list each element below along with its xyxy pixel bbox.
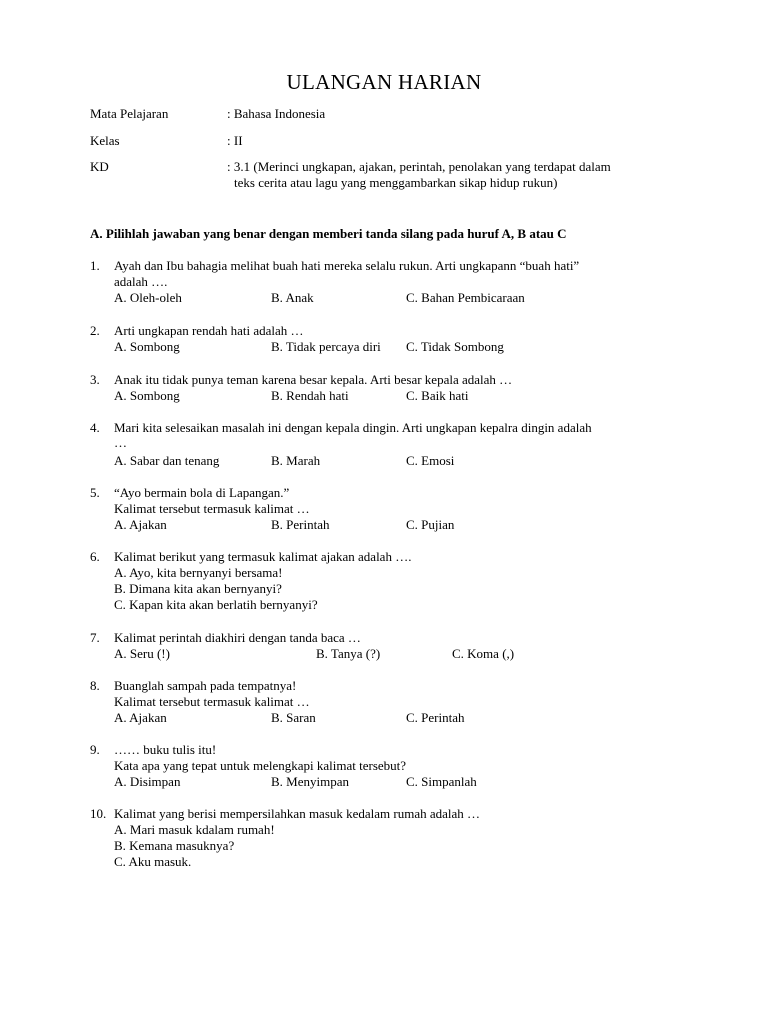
option-b[interactable]: B. Rendah hati [271,388,349,403]
question-text: Buanglah sampah pada tempatnya! [114,678,297,693]
option-a[interactable]: A. Ayo, kita bernyanyi bersama! [114,565,283,580]
question-text-continued: Kalimat tersebut termasuk kalimat … [114,694,310,709]
question-number: 10. [90,806,107,821]
option-b[interactable]: B. Menyimpan [271,774,349,789]
question-text: Mari kita selesaikan masalah ini dengan kepala dingin. Arti ungkapan kepalra dingin adalah [114,420,592,435]
question-number: 3. [90,372,100,387]
option-a[interactable]: A. Sombong [114,388,180,403]
option-b[interactable]: B. Saran [271,710,316,725]
kd-label: KD [90,159,109,174]
option-a[interactable]: A. Oleh-oleh [114,290,182,305]
option-c[interactable]: C. Bahan Pembicaraan [406,290,525,305]
subject-value: : Bahasa Indonesia [227,106,326,121]
question-text-continued: Kalimat tersebut termasuk kalimat … [114,501,310,516]
question-number: 2. [90,323,100,338]
option-b[interactable]: B. Dimana kita akan bernyanyi? [114,581,282,596]
kd-value-line1: : 3.1 (Merinci ungkapan, ajakan, perintah, penolakan yang terdapat dalam [227,159,611,174]
option-c[interactable]: C. Baik hati [406,388,469,403]
option-b[interactable]: B. Anak [271,290,314,305]
option-c[interactable]: C. Pujian [406,517,455,532]
option-c[interactable]: C. Emosi [406,453,455,468]
question-text: Kalimat perintah diakhiri dengan tanda baca … [114,630,361,645]
option-a[interactable]: A. Mari masuk kdalam rumah! [114,822,275,837]
question-text: Anak itu tidak punya teman karena besar kepala. Arti besar kepala adalah … [114,372,513,387]
option-c[interactable]: C. Tidak Sombong [406,339,504,354]
question-number: 1. [90,258,100,273]
option-b[interactable]: B. Marah [271,453,321,468]
question-text-continued: Kata apa yang tepat untuk melengkapi kalimat tersebut? [114,758,407,773]
question-text: Arti ungkapan rendah hati adalah … [114,323,304,338]
option-a[interactable]: A. Ajakan [114,710,167,725]
option-b[interactable]: B. Tanya (?) [316,646,381,661]
option-b[interactable]: B. Tidak percaya diri [271,339,381,354]
class-value: : II [227,133,243,148]
question-number: 8. [90,678,100,693]
kd-value-line2: teks cerita atau lagu yang menggambarkan sikap hidup rukun) [234,175,558,190]
option-b[interactable]: B. Kemana masuknya? [114,838,235,853]
option-c[interactable]: C. Kapan kita akan berlatih bernyanyi? [114,597,318,612]
question-text: Ayah dan Ibu bahagia melihat buah hati mereka selalu rukun. Arti ungkapann “buah hati” [114,258,580,273]
class-label: Kelas [90,133,120,148]
option-b[interactable]: B. Perintah [271,517,330,532]
question-text-continued: adalah …. [114,274,168,289]
option-c[interactable]: C. Simpanlah [406,774,477,789]
question-text: …… buku tulis itu! [114,742,217,757]
section-a-instruction: A. Pilihlah jawaban yang benar dengan memberi tanda silang pada huruf A, B atau C [90,226,567,241]
option-a[interactable]: A. Seru (!) [114,646,170,661]
page-title: ULANGAN HARIAN [286,70,482,94]
question-text-continued: … [114,435,127,450]
question-number: 5. [90,485,100,500]
question-text: Kalimat berikut yang termasuk kalimat ajakan adalah …. [114,549,412,564]
question-text: “Ayo bermain bola di Lapangan.” [114,485,290,500]
question-number: 6. [90,549,100,564]
option-a[interactable]: A. Ajakan [114,517,167,532]
question-text: Kalimat yang berisi mempersilahkan masuk kedalam rumah adalah … [114,806,481,821]
option-c[interactable]: C. Perintah [406,710,465,725]
option-a[interactable]: A. Sabar dan tenang [114,453,220,468]
option-a[interactable]: A. Sombong [114,339,180,354]
question-number: 9. [90,742,100,757]
question-number: 4. [90,420,100,435]
option-a[interactable]: A. Disimpan [114,774,181,789]
subject-label: Mata Pelajaran [90,106,169,121]
option-c[interactable]: C. Aku masuk. [114,854,192,869]
option-c[interactable]: C. Koma (,) [452,646,515,661]
question-number: 7. [90,630,100,645]
